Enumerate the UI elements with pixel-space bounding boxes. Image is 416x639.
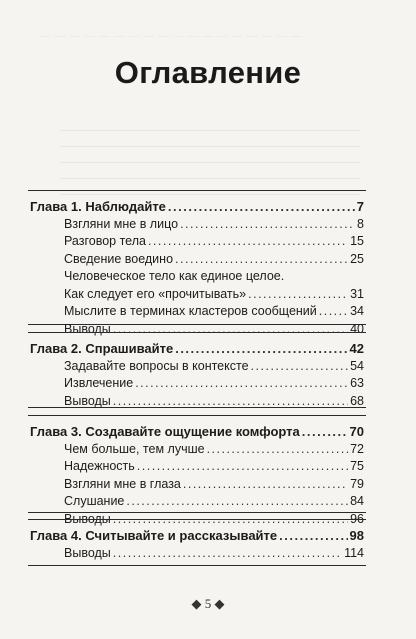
page-ref: 31: [350, 286, 364, 301]
chapter-title: Глава 1. Наблюдайте: [30, 199, 166, 214]
page-ref: 68: [350, 393, 364, 408]
page-ref: 54: [350, 358, 364, 373]
leader-dots: [180, 216, 355, 234]
chapter-title: Глава 3. Создавайте ощущение комфорта: [30, 424, 300, 439]
page-ref: 84: [350, 494, 364, 508]
toc-section-entry[interactable]: [28, 393, 366, 411]
page-ref: 72: [350, 441, 364, 456]
leader-dots: [126, 493, 348, 511]
section-title: Разговор тела: [64, 234, 146, 248]
leader-dots: [248, 286, 348, 304]
leader-dots: [207, 441, 349, 459]
leader-dots: [135, 375, 348, 393]
leader-dots: [183, 476, 348, 494]
page-ref: 79: [350, 476, 364, 491]
chapter-title: Глава 2. Спрашивайте: [30, 341, 174, 356]
leader-dots: [113, 393, 348, 411]
leader-dots: [168, 198, 355, 216]
page-ref: 8: [357, 216, 364, 231]
section-title: Как следует его «прочитывать»: [64, 286, 247, 301]
chapter-block-1: [28, 190, 366, 336]
section-title: Мыслите в терминах кластеров сообщений: [64, 304, 317, 318]
section-title: Взгляни мне в лицо: [64, 216, 179, 231]
section-title: Выводы: [64, 545, 111, 560]
toc-section-entry[interactable]: [28, 358, 366, 376]
toc-section-entry[interactable]: [28, 545, 366, 563]
section-title: Слушание: [64, 494, 125, 508]
page-ref: 40: [350, 321, 364, 336]
page-ref: 75: [350, 459, 364, 473]
toc-section-entry[interactable]: [28, 458, 366, 476]
chapter-block-4: [28, 519, 366, 566]
page-ref: 15: [350, 234, 364, 248]
toc-section-entry[interactable]: [28, 441, 366, 459]
toc-section-entry[interactable]: [28, 493, 366, 511]
chapter-title: Глава 4. Считывайте и рассказывайте: [30, 528, 278, 543]
toc-section-entry[interactable]: [28, 286, 366, 304]
leader-dots: [113, 545, 342, 563]
section-title: Выводы: [64, 393, 111, 408]
section-title: Чем больше, тем лучше: [64, 441, 205, 456]
page-ref: 70: [349, 424, 364, 439]
page-ref: 25: [350, 251, 364, 266]
section-title: Сведение воедино: [64, 251, 174, 266]
chapter-block-3: [28, 415, 366, 526]
section-title: Задавайте вопросы в контексте: [64, 358, 249, 373]
section-title: Надежность: [64, 459, 135, 473]
section-title: Взгляни мне в глаза: [64, 476, 181, 491]
section-title: Человеческое тело как единое целое.: [64, 269, 285, 283]
toc-section-entry[interactable]: [28, 476, 366, 494]
section-title: Выводы: [64, 511, 111, 526]
leader-dots: [251, 358, 349, 376]
page-ref: 98: [349, 528, 364, 543]
leader-dots: [279, 527, 347, 545]
chapter-block-2: [28, 332, 366, 408]
toc-section-entry[interactable]: [28, 268, 366, 286]
page-title: Оглавление: [114, 55, 302, 90]
leader-dots: [148, 233, 348, 251]
leader-dots: [137, 458, 348, 476]
page-ref: 63: [350, 376, 364, 390]
leader-dots: [319, 303, 348, 321]
page-ref: 42: [349, 341, 364, 356]
toc-chapter-entry[interactable]: [28, 340, 366, 358]
page-ref: 96: [350, 511, 364, 526]
page-number: ◆ 5 ◆: [191, 596, 225, 611]
toc-section-entry[interactable]: [28, 233, 366, 251]
bleed-through-text: — — — — — — — — — — — — — — — — — —: [40, 30, 303, 42]
toc-section-entry[interactable]: [28, 216, 366, 234]
leader-dots: [175, 251, 348, 269]
leader-dots: [302, 423, 348, 441]
page-ref: 7: [356, 199, 364, 214]
section-title: Извлечение: [64, 376, 134, 390]
toc-chapter-entry[interactable]: [28, 527, 366, 545]
leader-dots: [175, 340, 347, 358]
page-ref: 114: [344, 545, 364, 560]
toc-section-entry[interactable]: [28, 303, 366, 321]
section-title: Выводы: [64, 321, 111, 336]
toc-chapter-entry[interactable]: [28, 423, 366, 441]
toc-section-entry[interactable]: [28, 375, 366, 393]
toc-section-entry[interactable]: [28, 251, 366, 269]
page-ref: 34: [350, 304, 364, 318]
toc-chapter-entry[interactable]: [28, 198, 366, 216]
